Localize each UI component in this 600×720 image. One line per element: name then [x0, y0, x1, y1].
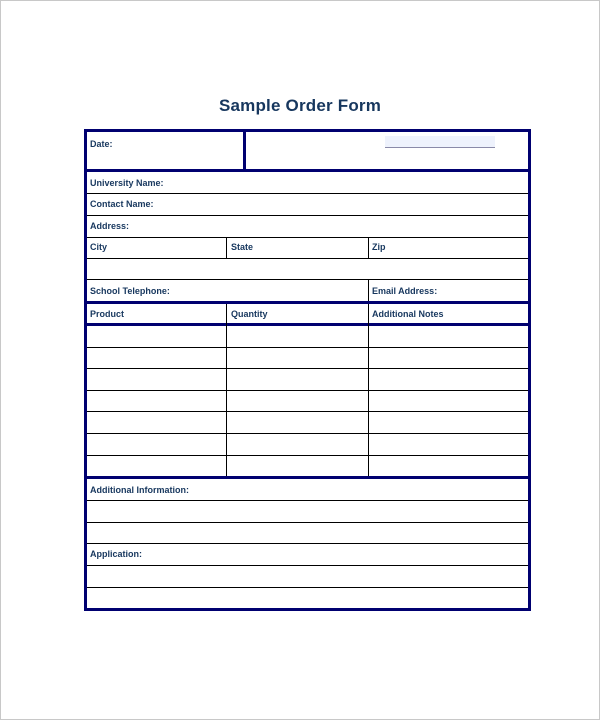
application-line[interactable]: [87, 588, 528, 608]
school-telephone-field[interactable]: [87, 280, 368, 301]
order-form: [84, 129, 531, 611]
product-header: Product: [90, 309, 125, 319]
product-row[interactable]: [87, 369, 528, 390]
divider: [87, 476, 528, 479]
zip-label: Zip: [372, 242, 386, 252]
divider: [87, 543, 528, 544]
divider: [368, 237, 369, 258]
product-row[interactable]: [87, 456, 528, 476]
product-row[interactable]: [87, 348, 528, 369]
address-field[interactable]: [87, 216, 528, 237]
additional-notes-header: Additional Notes: [372, 309, 444, 319]
additional-information-label: Additional Information:: [90, 485, 189, 495]
school-telephone-label: School Telephone:: [90, 286, 170, 296]
date-cell[interactable]: [87, 132, 243, 169]
university-name-label: University Name:: [90, 178, 164, 188]
additional-information-line[interactable]: [87, 523, 528, 543]
form-title: Sample Order Form: [218, 96, 382, 115]
divider: [226, 237, 227, 258]
date-input[interactable]: [385, 136, 495, 148]
contact-name-label: Contact Name:: [90, 199, 154, 209]
email-address-field[interactable]: [369, 280, 528, 301]
date-label: Date:: [90, 139, 113, 149]
product-row[interactable]: [87, 391, 528, 412]
date-divider: [243, 132, 246, 170]
additional-information-line[interactable]: [87, 501, 528, 522]
city-state-zip-field[interactable]: [87, 259, 528, 279]
city-label: City: [90, 242, 108, 252]
state-label: State: [231, 242, 254, 252]
university-name-field[interactable]: [87, 172, 528, 193]
email-address-label: Email Address:: [372, 286, 438, 296]
divider: [87, 301, 528, 304]
address-label: Address:: [90, 221, 130, 231]
divider: [368, 279, 369, 301]
quantity-header: Quantity: [231, 309, 268, 319]
product-row[interactable]: [87, 434, 528, 455]
product-row[interactable]: [87, 412, 528, 433]
product-row[interactable]: [87, 326, 528, 347]
divider: [87, 237, 528, 238]
application-line[interactable]: [87, 566, 528, 587]
application-label: Application:: [90, 549, 142, 559]
contact-name-field[interactable]: [87, 194, 528, 215]
